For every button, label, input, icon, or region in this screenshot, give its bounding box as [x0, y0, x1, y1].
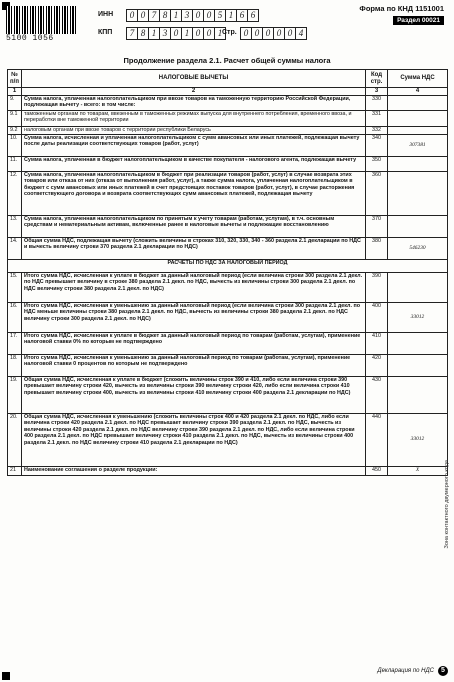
row-code: 331: [366, 110, 388, 126]
table-row: [8, 332, 448, 354]
row-number: 14.: [8, 237, 22, 259]
row-description: Итого сумма НДС, исчисленная к уплате в бюджет за данный налоговый период (если величина строки 300 раздела 2.1 декл. по НДС превышает величину в строке 380 раздела 2.1 декл. по НДС, вычесть из величины строки 300 раздела 2.1 декл. по НДС величину строки 380 раздела 2.1 декл. по НДС): [22, 272, 366, 302]
col-header-code: Код стр.: [366, 70, 388, 88]
row-code: 420: [366, 354, 388, 376]
row-number: 9.2: [8, 126, 22, 134]
footer-label: Декларация по НДС: [377, 668, 434, 674]
digit-cell: 0: [171, 28, 182, 39]
digit-cell: 6: [250, 10, 256, 20]
barcode: [6, 6, 76, 34]
row-number: 10.: [8, 134, 22, 156]
digit-cell: 0: [274, 28, 285, 39]
table-row: [8, 376, 448, 413]
digit-cell: 6: [237, 10, 248, 21]
registration-mark: [2, 672, 10, 680]
row-code: 390: [366, 272, 388, 302]
row-number: 11.: [8, 156, 22, 171]
row-amount-field[interactable]: [388, 171, 448, 215]
row-code: 380: [366, 237, 388, 259]
table-row: [8, 413, 448, 466]
digit-cell: 3: [182, 10, 193, 21]
kpp-field[interactable]: [126, 27, 226, 40]
row-number: 20.: [8, 413, 22, 466]
col-index: 2: [22, 88, 366, 96]
barcode-number: 5100 1056: [6, 34, 54, 43]
row-code: 450: [366, 466, 388, 475]
row-description: Итого сумма НДС, исчисленная к уменьшению за данный налоговый период (если величина строки 300 раздела 2.1 декл. по НДС меньше величины строки 380 раздела 2.1 декл. по НДС, вычесть из величины строки 380 раздела 2.1 декл. по НДС величину строки 300 раздела 2.1 декл. по НДС): [22, 302, 366, 332]
digit-cell: 0: [204, 28, 215, 39]
table-row: [8, 134, 448, 156]
row-description: Сумма налога, уплаченная налогоплательщиком при ввозе товаров на таможенную территорию Российской Федерации, подлежащая вычету - всего: в том числе:: [22, 95, 366, 110]
row-amount-field[interactable]: [388, 354, 448, 376]
row-amount-field[interactable]: [388, 95, 448, 110]
side-code-zone-label: Зона контактного двумерного кода: [444, 460, 450, 549]
table-row: [8, 110, 448, 126]
digit-cell: 5: [215, 10, 226, 21]
col-header-name: НАЛОГОВЫЕ ВЫЧЕТЫ: [22, 70, 366, 88]
tax-calculation-table: [7, 69, 448, 476]
digit-cell: 7: [127, 28, 138, 39]
row-description: Сумма налога, уплаченная налогоплательщиком по принятым к учету товарам (работам, услугам), в т.ч. основным средствам и нематериальным активам, включенные ранее в налоговые вычеты и подлежащие восстановлению: [22, 215, 366, 237]
row-amount-field[interactable]: 33012: [388, 413, 448, 466]
table-row: [8, 354, 448, 376]
table-row: [8, 156, 448, 171]
col-header-num: № п/п: [8, 70, 22, 88]
row-amount-field[interactable]: [388, 272, 448, 302]
page-number-badge: 5: [438, 666, 448, 676]
row-description: налоговым органам при ввозе товаров с территории республики Беларусь: [22, 126, 366, 134]
page-label: Стр.: [222, 29, 237, 36]
row-amount-field[interactable]: [388, 332, 448, 354]
table-row: [8, 171, 448, 215]
digit-cell: 0: [193, 28, 204, 39]
row-code: 350: [366, 156, 388, 171]
page-title: Продолжение раздела 2.1. Расчет общей суммы налога: [123, 56, 331, 65]
row-amount-field[interactable]: [388, 110, 448, 126]
row-description: Наименование соглашения о разделе продукции:: [22, 466, 366, 475]
digit-cell: 1: [182, 28, 193, 39]
digit-cell: 0: [138, 10, 149, 21]
digit-cell: 7: [149, 10, 160, 21]
row-number: 17.: [8, 332, 22, 354]
digit-cell: 0: [241, 28, 252, 39]
table-row: [8, 237, 448, 259]
digit-cell: 4: [298, 28, 304, 38]
row-code: 340: [366, 134, 388, 156]
digit-cell: 0: [285, 28, 296, 39]
row-code: 430: [366, 376, 388, 413]
digit-cell: 3: [160, 28, 171, 39]
table-row: [8, 215, 448, 237]
row-number: 21: [8, 466, 22, 475]
digit-cell: 1: [217, 28, 223, 38]
row-code: 360: [366, 171, 388, 215]
digit-cell: 0: [263, 28, 274, 39]
row-description: Общая сумма НДС, исчисленная к уплате в бюджет (сложить величины строк 390 и 410, либо если величина строки 390 превышает величину строки 420, вычесть из величины строки 390 величину строки 420, либо если величина строки 410 превышает величину строки 400, вычесть из величины строки 410 величину строки 400 раздела 2.1 декларации по НДС): [22, 376, 366, 413]
row-amount-field[interactable]: [388, 156, 448, 171]
digit-cell: 8: [138, 28, 149, 39]
digit-cell: 0: [252, 28, 263, 39]
row-description: Итого сумма НДС, исчисленная к уменьшению за данный налоговый период по товарам (работам, услугам), применение налоговой ставки 0 процентов по которым не подтверждено: [22, 354, 366, 376]
row-amount-field[interactable]: 307381: [388, 134, 448, 156]
row-code: 370: [366, 215, 388, 237]
row-amount-field[interactable]: [388, 215, 448, 237]
form-title: Форма по КНД 1151001: [359, 4, 444, 13]
row-amount-field[interactable]: [388, 376, 448, 413]
row-description: Сумма налога, исчисленная и уплаченная налогоплательщиком с сумм авансовых или иных платежей, подлежащая вычету после даты реализации соответствующих товаров (работ, услуг): [22, 134, 366, 156]
table-row: [8, 466, 448, 475]
inn-label: ИНН: [98, 11, 114, 18]
table-row: [8, 272, 448, 302]
row-description: Итого сумма НДС, исчисленная к уплате в бюджет за данный налоговый период по товарам (работам, услугам), применение налоговой ставки 0% по которым не подтверждено: [22, 332, 366, 354]
row-amount-field[interactable]: [388, 126, 448, 134]
row-description: Сумма налога, уплаченная налогоплательщиком в бюджет при реализации товаров (работ, услуг) в случае возврата этих товаров или отказа от них (отказа от выполнения работ, услуг), а также сумма налога, уплаченная налогоплательщиком в бюджет с сумм авансовых или иных платежей в счет предстоящих поставок товаров (работ, услуг), в случае расторжения соответствующего договора и возврата соответствующих сумм авансовых платежей, подлежащая вычету: [22, 171, 366, 215]
row-code: 400: [366, 302, 388, 332]
row-number: 19.: [8, 376, 22, 413]
section-badge: Раздел 00021: [393, 16, 444, 25]
table-row: [8, 95, 448, 110]
col-index: 3: [366, 88, 388, 96]
inn-field[interactable]: [126, 9, 259, 22]
col-index: 1: [8, 88, 22, 96]
section-title: РАСЧЕТЫ ПО НДС ЗА НАЛОГОВЫЙ ПЕРИОД: [8, 259, 448, 272]
col-index: 4: [388, 88, 448, 96]
page-number-field[interactable]: [240, 27, 307, 40]
kpp-label: КПП: [98, 29, 113, 36]
row-number: 9.1: [8, 110, 22, 126]
row-amount-field[interactable]: X: [388, 466, 448, 475]
row-number: 12.: [8, 171, 22, 215]
row-code: 440: [366, 413, 388, 466]
row-number: 15.: [8, 272, 22, 302]
table-row: [8, 126, 448, 134]
row-description: таможенным органам по товарам, ввезенным в таможенных режимах выпуска для внутреннего потребления, временного ввоза, и переработки вне таможенной территории: [22, 110, 366, 126]
row-code: 410: [366, 332, 388, 354]
row-number: 18.: [8, 354, 22, 376]
digit-cell: 1: [149, 28, 160, 39]
row-description: Общая сумма НДС, подлежащая вычету (сложить величины в строках 310, 320, 330, 340 - 360 раздела 2.1 декларации по НДС и вычесть величину строки 370 раздела 2.1 декларации по НДС): [22, 237, 366, 259]
row-number: 16.: [8, 302, 22, 332]
digit-cell: 1: [171, 10, 182, 21]
table-row: [8, 302, 448, 332]
digit-cell: 1: [226, 10, 237, 21]
row-code: 332: [366, 126, 388, 134]
row-description: Общая сумма НДС, исчисленная к уменьшению (сложить величины строк 400 и 420 раздела 2.1 декл. по НДС, либо если величина строки 420 раздела 2.1 декл. по НДС превышает величину строки 390 раздела 2.1 декл. по НДС, вычесть из величины строки 420 раздела 2.1 декл. по НДС величину строки 390 раздела 2.1 декл. по НДС, либо если величина строки 400 раздела 2.1 декл. по НДС превышает величину строки 410 раздела 2.1 декл. по НДС, вычесть из величины строки 400 раздела 2.1 декл. по НДС величину строки 410 раздела 2.1 декларации по НДС): [22, 413, 366, 466]
row-number: 9.: [8, 95, 22, 110]
row-code: 330: [366, 95, 388, 110]
row-description: Сумма налога, уплаченная в бюджет налогоплательщиком в качестве покупателя - налогового агента, подлежащая вычету: [22, 156, 366, 171]
row-amount-field[interactable]: 546230: [388, 237, 448, 259]
digit-cell: 8: [160, 10, 171, 21]
digit-cell: 0: [204, 10, 215, 21]
col-header-sum: Сумма НДС: [388, 70, 448, 88]
digit-cell: 0: [127, 10, 138, 21]
row-amount-field[interactable]: 33012: [388, 302, 448, 332]
digit-cell: 0: [193, 10, 204, 21]
row-number: 13.: [8, 215, 22, 237]
